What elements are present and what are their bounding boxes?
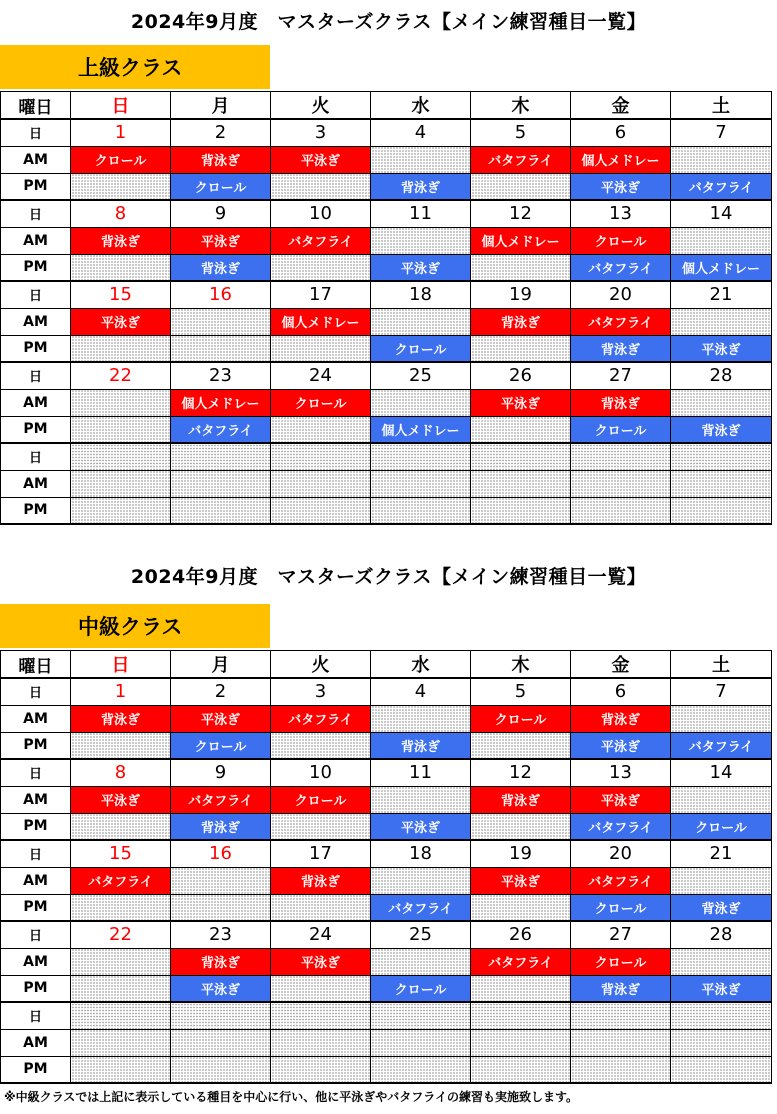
pm-row [1,732,772,759]
am-event-cell: 背泳ぎ [171,146,271,173]
am-row [1,389,772,416]
pm-row [1,254,772,281]
date-row [1,281,772,308]
date-cell [171,1002,271,1029]
weekday-header: 日 [71,651,171,679]
date-cell [271,1002,371,1029]
date-cell: 27 [571,921,671,948]
pm-event-cell: バタフライ [671,173,772,200]
weekday-header: 木 [471,92,571,120]
date-cell: 4 [371,119,471,146]
am-event-cell: 背泳ぎ [571,705,671,732]
date-cell [671,443,772,470]
date-cell [71,443,171,470]
am-event-cell: バタフライ [571,867,671,894]
am-event-cell: クロール [271,786,371,813]
pm-event-cell: 背泳ぎ [571,975,671,1002]
weekday-header-label: 曜日 [1,92,71,120]
pm-event-cell [471,335,571,362]
class-label-intermediate: 中級クラス [0,604,270,648]
schedule-title-intermediate: 2024年9月度 マスターズクラス【メイン練習種目一覧】 [130,566,647,588]
pm-event-cell [71,894,171,921]
pm-event-cell: 平泳ぎ [671,335,772,362]
date-row [1,119,772,146]
pm-row-label: PM [1,975,71,1002]
date-cell: 21 [671,840,772,867]
pm-event-cell [471,497,571,524]
pm-event-cell: 背泳ぎ [671,416,772,443]
date-cell [171,443,271,470]
pm-event-cell [271,254,371,281]
weekday-header: 金 [571,92,671,120]
date-cell [671,1002,772,1029]
am-event-cell [371,786,471,813]
am-event-cell [671,146,772,173]
am-event-cell [671,867,772,894]
am-row [1,867,772,894]
pm-event-cell [271,173,371,200]
date-row-label: 日 [1,678,71,705]
pm-row-label: PM [1,732,71,759]
date-cell [471,443,571,470]
am-event-cell: 個人メドレー [471,227,571,254]
am-event-cell [171,867,271,894]
pm-event-cell [271,894,371,921]
am-event-cell [671,308,772,335]
pm-event-cell: クロール [171,732,271,759]
am-event-cell [371,470,471,497]
am-row-label: AM [1,470,71,497]
pm-row-label: PM [1,416,71,443]
pm-event-cell: 背泳ぎ [571,335,671,362]
am-event-cell: 平泳ぎ [71,786,171,813]
schedule-table-intermediate [0,650,772,1084]
date-cell: 20 [571,281,671,308]
am-event-cell: 個人メドレー [271,308,371,335]
date-row [1,759,772,786]
date-row [1,921,772,948]
pm-event-cell: バタフライ [571,813,671,840]
pm-event-cell [71,732,171,759]
pm-event-cell [271,975,371,1002]
am-event-cell [71,1029,171,1056]
pm-event-cell: クロール [371,335,471,362]
pm-event-cell [171,894,271,921]
pm-row [1,894,772,921]
pm-event-cell [671,1056,772,1083]
am-event-cell [371,867,471,894]
pm-event-cell [171,1056,271,1083]
pm-event-cell [471,813,571,840]
am-event-cell [271,470,371,497]
date-cell [371,443,471,470]
am-event-cell: バタフライ [271,705,371,732]
date-cell: 1 [71,678,171,705]
am-row-label: AM [1,1029,71,1056]
weekday-header: 水 [371,651,471,679]
date-cell: 20 [571,840,671,867]
pm-event-cell [71,497,171,524]
pm-event-cell [71,975,171,1002]
date-cell: 3 [271,119,371,146]
am-row [1,786,772,813]
pm-event-cell [171,497,271,524]
pm-event-cell [271,335,371,362]
pm-row [1,173,772,200]
date-cell: 28 [671,921,772,948]
am-row-label: AM [1,308,71,335]
am-row [1,470,772,497]
am-event-cell: バタフライ [71,867,171,894]
pm-event-cell [271,416,371,443]
am-event-cell [671,389,772,416]
am-event-cell [171,1029,271,1056]
date-cell: 16 [171,281,271,308]
am-event-cell [371,1029,471,1056]
am-event-cell [171,308,271,335]
am-row [1,948,772,975]
date-cell: 12 [471,200,571,227]
am-row-label: AM [1,786,71,813]
weekday-header: 金 [571,651,671,679]
pm-event-cell: クロール [171,173,271,200]
am-event-cell: 平泳ぎ [471,389,571,416]
pm-event-cell: バタフライ [171,416,271,443]
pm-event-cell [271,813,371,840]
am-event-cell: クロール [471,705,571,732]
date-cell: 23 [171,362,271,389]
date-cell: 5 [471,678,571,705]
date-row [1,443,772,470]
weekday-header: 日 [71,92,171,120]
date-cell: 12 [471,759,571,786]
am-row-label: AM [1,227,71,254]
pm-row-label: PM [1,1056,71,1083]
am-row [1,1029,772,1056]
pm-row [1,975,772,1002]
pm-event-cell: 背泳ぎ [171,254,271,281]
weekday-header: 水 [371,92,471,120]
pm-row [1,1056,772,1083]
am-event-cell: クロール [71,146,171,173]
weekday-header: 火 [271,92,371,120]
date-cell: 16 [171,840,271,867]
pm-event-cell: 個人メドレー [671,254,772,281]
date-cell: 25 [371,362,471,389]
pm-event-cell [471,173,571,200]
date-cell: 10 [271,200,371,227]
am-event-cell: 平泳ぎ [271,146,371,173]
date-cell: 19 [471,840,571,867]
pm-event-cell [471,254,571,281]
date-cell [571,1002,671,1029]
am-event-cell: 平泳ぎ [271,948,371,975]
am-event-cell: クロール [571,948,671,975]
weekday-header-row [1,651,772,679]
footnote: ※中級クラスでは上記に表示している種目を中心に行い、他に平泳ぎやバタフライの練習も実施致します。 [4,1090,578,1104]
pm-event-cell: 平泳ぎ [171,975,271,1002]
weekday-header: 木 [471,651,571,679]
pm-event-cell [271,732,371,759]
date-cell: 18 [371,281,471,308]
pm-event-cell [71,254,171,281]
date-cell [471,1002,571,1029]
date-row [1,840,772,867]
weekday-header: 月 [171,92,271,120]
date-cell: 10 [271,759,371,786]
am-event-cell: バタフライ [471,146,571,173]
am-event-cell: 背泳ぎ [171,948,271,975]
date-cell: 14 [671,759,772,786]
class-label-advanced: 上級クラス [0,45,270,89]
am-event-cell: 背泳ぎ [71,227,171,254]
date-row-label: 日 [1,921,71,948]
pm-row-label: PM [1,335,71,362]
pm-event-cell: クロール [371,975,471,1002]
am-event-cell: 背泳ぎ [271,867,371,894]
date-row-label: 日 [1,362,71,389]
am-event-cell [171,470,271,497]
am-event-cell [71,389,171,416]
am-event-cell [671,470,772,497]
date-cell [371,1002,471,1029]
pm-event-cell [71,416,171,443]
am-event-cell [571,1029,671,1056]
date-cell: 7 [671,119,772,146]
weekday-header: 火 [271,651,371,679]
date-cell: 13 [571,759,671,786]
date-row [1,200,772,227]
pm-event-cell: 平泳ぎ [571,173,671,200]
pm-event-cell: バタフライ [671,732,772,759]
date-row [1,362,772,389]
pm-event-cell [71,1056,171,1083]
am-row [1,227,772,254]
date-cell: 15 [71,281,171,308]
date-cell: 11 [371,200,471,227]
date-cell: 28 [671,362,772,389]
pm-event-cell: 平泳ぎ [371,813,471,840]
date-row [1,1002,772,1029]
date-cell: 11 [371,759,471,786]
am-event-cell: クロール [571,227,671,254]
am-event-cell: 平泳ぎ [71,308,171,335]
am-event-cell [271,1029,371,1056]
date-cell: 27 [571,362,671,389]
am-event-cell [671,1029,772,1056]
pm-row-label: PM [1,254,71,281]
date-cell: 13 [571,200,671,227]
schedule-table-advanced [0,91,772,525]
pm-event-cell [171,335,271,362]
pm-event-cell [471,1056,571,1083]
date-cell: 24 [271,921,371,948]
am-event-cell [371,227,471,254]
am-event-cell [671,705,772,732]
pm-event-cell: 背泳ぎ [671,894,772,921]
date-row-label: 日 [1,1002,71,1029]
am-event-cell [371,146,471,173]
date-cell: 2 [171,678,271,705]
am-event-cell: クロール [271,389,371,416]
date-cell [271,443,371,470]
date-cell [571,443,671,470]
am-event-cell [571,470,671,497]
date-cell: 15 [71,840,171,867]
pm-event-cell [471,894,571,921]
date-cell: 18 [371,840,471,867]
pm-row-label: PM [1,173,71,200]
am-row [1,146,772,173]
pm-row [1,813,772,840]
pm-event-cell [71,813,171,840]
pm-event-cell: 平泳ぎ [671,975,772,1002]
pm-event-cell [371,1056,471,1083]
am-row [1,705,772,732]
date-row-label: 日 [1,200,71,227]
date-cell: 19 [471,281,571,308]
am-event-cell [671,786,772,813]
am-event-cell: 背泳ぎ [471,786,571,813]
am-row [1,308,772,335]
am-event-cell: バタフライ [471,948,571,975]
date-cell: 7 [671,678,772,705]
date-row [1,678,772,705]
pm-event-cell: クロール [671,813,772,840]
pm-event-cell: クロール [571,416,671,443]
pm-row-label: PM [1,497,71,524]
pm-event-cell: 平泳ぎ [371,254,471,281]
am-row-label: AM [1,146,71,173]
date-row-label: 日 [1,759,71,786]
weekday-header: 土 [671,651,772,679]
am-event-cell [71,948,171,975]
schedule-title-advanced: 2024年9月度 マスターズクラス【メイン練習種目一覧】 [130,11,647,33]
am-event-cell: 背泳ぎ [471,308,571,335]
weekday-header-row [1,92,772,120]
am-event-cell: 平泳ぎ [171,705,271,732]
pm-event-cell [571,1056,671,1083]
date-cell: 9 [171,759,271,786]
pm-event-cell: 背泳ぎ [371,173,471,200]
pm-event-cell [371,497,471,524]
pm-event-cell [471,732,571,759]
pm-event-cell: クロール [571,894,671,921]
date-cell: 25 [371,921,471,948]
weekday-header: 月 [171,651,271,679]
pm-row-label: PM [1,813,71,840]
date-cell: 2 [171,119,271,146]
am-event-cell: バタフライ [571,308,671,335]
pm-event-cell: バタフライ [371,894,471,921]
pm-row [1,497,772,524]
am-event-cell [471,1029,571,1056]
date-cell: 26 [471,921,571,948]
date-cell: 14 [671,200,772,227]
pm-event-cell [671,497,772,524]
am-event-cell [671,948,772,975]
pm-event-cell [271,1056,371,1083]
am-event-cell [371,705,471,732]
am-event-cell: 個人メドレー [571,146,671,173]
date-cell: 21 [671,281,772,308]
am-event-cell [671,227,772,254]
am-event-cell: バタフライ [271,227,371,254]
date-cell: 23 [171,921,271,948]
date-cell: 26 [471,362,571,389]
date-cell: 22 [71,921,171,948]
date-row-label: 日 [1,443,71,470]
am-event-cell: 平泳ぎ [471,867,571,894]
date-cell: 5 [471,119,571,146]
am-event-cell: 背泳ぎ [571,389,671,416]
am-event-cell [371,308,471,335]
pm-row [1,335,772,362]
date-cell: 8 [71,200,171,227]
pm-event-cell: 個人メドレー [371,416,471,443]
am-event-cell: 個人メドレー [171,389,271,416]
date-row-label: 日 [1,119,71,146]
date-cell: 3 [271,678,371,705]
date-cell [71,1002,171,1029]
date-cell: 1 [71,119,171,146]
am-event-cell: 平泳ぎ [171,227,271,254]
am-row-label: AM [1,948,71,975]
pm-event-cell [71,173,171,200]
pm-event-cell: 背泳ぎ [171,813,271,840]
weekday-header-label: 曜日 [1,651,71,679]
date-cell: 4 [371,678,471,705]
am-event-cell [371,948,471,975]
am-event-cell [71,470,171,497]
pm-event-cell: 平泳ぎ [571,732,671,759]
am-event-cell: 背泳ぎ [71,705,171,732]
date-cell: 24 [271,362,371,389]
pm-row-label: PM [1,894,71,921]
pm-event-cell [471,416,571,443]
am-event-cell [471,470,571,497]
date-cell: 17 [271,281,371,308]
pm-event-cell: 背泳ぎ [371,732,471,759]
date-cell: 8 [71,759,171,786]
date-cell: 6 [571,678,671,705]
pm-event-cell [71,335,171,362]
am-event-cell [371,389,471,416]
date-cell: 22 [71,362,171,389]
pm-event-cell [471,975,571,1002]
pm-event-cell: バタフライ [571,254,671,281]
am-event-cell: 平泳ぎ [571,786,671,813]
weekday-header: 土 [671,92,772,120]
am-row-label: AM [1,867,71,894]
pm-event-cell [271,497,371,524]
date-cell: 17 [271,840,371,867]
pm-event-cell [571,497,671,524]
am-event-cell: バタフライ [171,786,271,813]
date-row-label: 日 [1,281,71,308]
am-row-label: AM [1,705,71,732]
pm-row [1,416,772,443]
date-row-label: 日 [1,840,71,867]
date-cell: 6 [571,119,671,146]
date-cell: 9 [171,200,271,227]
am-row-label: AM [1,389,71,416]
